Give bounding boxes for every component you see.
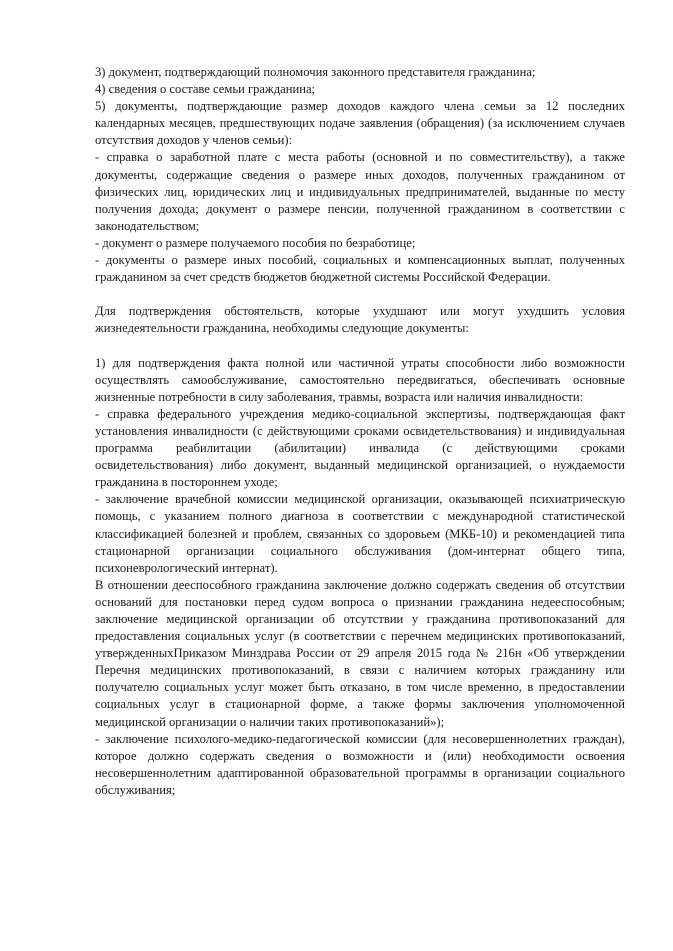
paragraph-other-benefits: - документы о размере иных пособий, социальных и компенсационных выплат, полученных гражданином за счет средств бюджетов бюджетной системы Российской Федерации.: [95, 253, 625, 285]
paragraph-item-3: 3) документ, подтверждающий полномочия законного представителя гражданина;: [95, 65, 536, 79]
paragraph-item-5: 5) документы, подтверждающие размер доходов каждого члена семьи за 12 последних календарных месяцев, предшествующих подаче заявления (обращения) (за исключением случаев отсутствия доходов у членов семьи):: [95, 99, 625, 148]
paragraph-medical-commission: - заключение врачебной комиссии медицинской организации, оказывающей психиатрическую помощь, с указанием полного диагноза в соответствии с международной статистической классификацией болезней и проблем, связанных со здоровьем (МКБ-10) и рекомендацией типа стационарной организации социального обслуживания (дом-интернат общего типа, психоневрологический интернат).: [95, 492, 625, 575]
paragraph-unemployment-benefit: - документ о размере получаемого пособия по безработице;: [95, 235, 416, 250]
document-page: [95, 64, 625, 799]
paragraph-conditions-intro: Для подтверждения обстоятельств, которые ухудшают или могут ухудшить условия жизнедеятельности гражданина, необходимы следующие документы:: [95, 304, 625, 336]
blank-line: [95, 338, 625, 355]
paragraph-salary-certificate: - справка о заработной плате с места работы (основной и по совместительству), а также документы, содержащие сведения о размере иных доходов, полученных гражданином от физических лиц, юридических лиц и индивидуальных предпринимателей, выданные по месту получения дохода; документ о размере пенсии, полученной гражданином в соответствии с законодательством;: [95, 150, 625, 233]
paragraph-pmpk-conclusion: - заключение психолого-медико-педагогической комиссии (для несовершеннолетних граждан), которое должно содержать сведения о возможности и (или) необходимости освоения несовершеннолетним адаптированной образовательной программы в организации социального обслуживания;: [95, 731, 625, 797]
blank-line: [95, 286, 625, 303]
paragraph-disability-item-1: 1) для подтверждения факта полной или частичной утраты способности либо возможности осуществлять самообслуживание, самостоятельно передвигаться, обеспечивать основные жизненные потребности в силу заболевания, травмы, возраста или наличия инвалидности:: [95, 355, 625, 404]
paragraph-item-4: 4) сведения о составе семьи гражданина;: [95, 82, 316, 97]
paragraph-mse-certificate: - справка федерального учреждения медико-социальной экспертизы, подтверждающая факт установления инвалидности (с действующими сроками освидетельствования) и индивидуальная программа реабилитации (абилитации) инвалида (с действующими сроками освидетельствования) либо документ, выданный медицинской организацией, о нуждаемости гражданина в постороннем уходе;: [95, 406, 625, 490]
paragraph-capable-citizen: В отношении дееспособного гражданина заключение должно содержать сведения об отсутствии оснований для постановки перед судом вопроса о признании гражданина недееспособным; заключение медицинской организации об отсутствии у гражданина противопоказаний для предоставления социальных услуг (в соответствии с перечнем медицинских противопоказаний, утвержденныхПриказом Минздрава России от 29 апреля 2015 года № 216н «Об утверждении Перечня медицинских противопоказаний, в связи с наличием которых гражданину или получателю социальных услуг может быть отказано, в том числе временно, в предоставлении социальных услуг в стационарной форме, а также формы заключения уполномоченной медицинской организации о наличии таких противопоказаний»);: [95, 577, 625, 729]
